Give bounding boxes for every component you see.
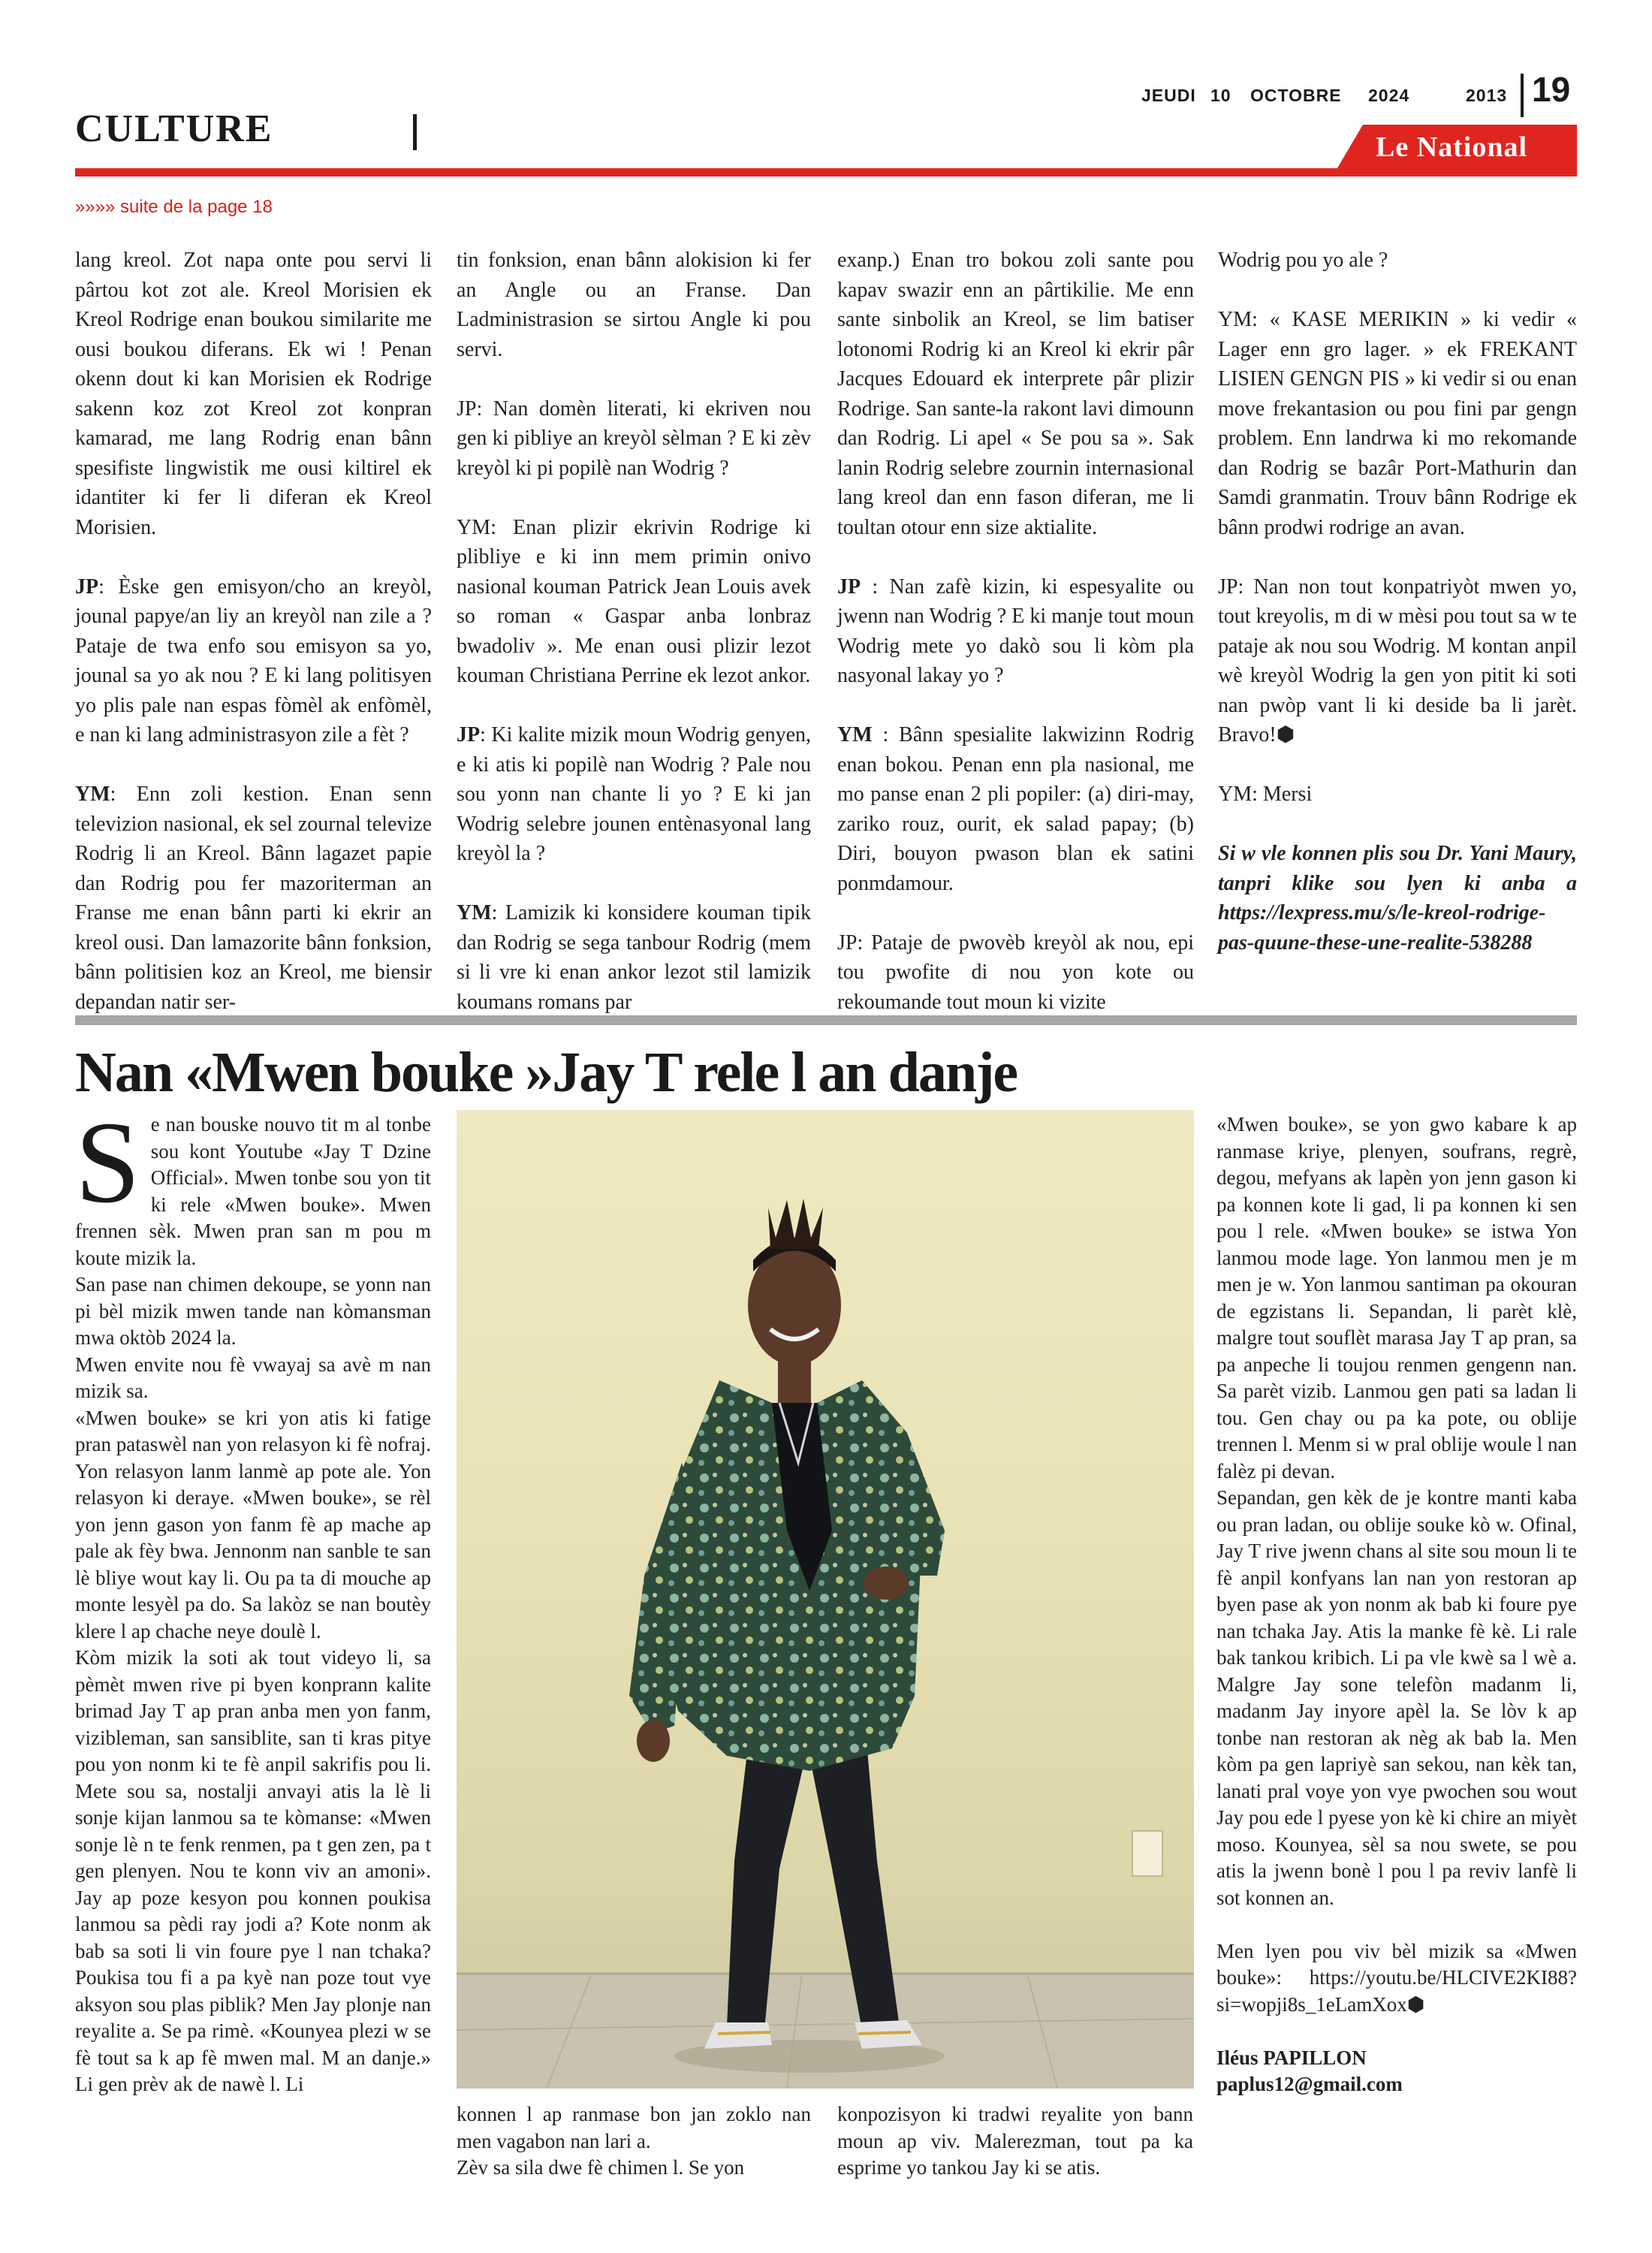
video-link[interactable]: Men lyen pou viv bèl mizik sa «Mwen bouke»: https://youtu.be/HLCIVE2KI88?si=wopji8s_1eLamXox⬢: [1216, 1939, 1577, 2016]
paragraph: lang kreol. Zot napa onte pou servi li pârtou kot zot ale. Kreol Morisien ek Kreol Rodrige enan boukou similarite me ousi boukou diferans. Ek wi ! Penan okenn dout ki kan Morisien ek Rodrige sakenn koz zot Kreol zot konpran kamarad, me lang Rodrig enan bânn spesifiste lingwistik me ousi kiltirel ek idantiter ki fer li diferan ek Kreol Morisien.: [75, 249, 432, 539]
qa-paragraph: [1218, 572, 1577, 750]
issue-number: 2013: [1466, 86, 1508, 105]
article-column-left: [75, 1097, 431, 2098]
paragraph: Mwen envite nou fè vwayaj sa avè m nan mizik sa.: [75, 1353, 431, 1402]
qa-paragraph: [457, 898, 811, 1017]
article-column-middle-2: [837, 2101, 1193, 2182]
paragraph: San pase nan chimen dekoupe, se yonn nan pi bèl mizik mwen tande nan kòmansman mwa oktòb 2024 la.: [75, 1273, 431, 1349]
paragraph: Sepandan, gen kèk de je kontre manti kaba ou pran ladan, ou oblije souke kò w. Ofinal, Jay T rive jwenn chans al site sou moun li te fè anpil konfyans lan nan yon restoran ap byen pase ak yon nonm ak bab ki foure pye nan tchaka Jay. Atis la manke fè kè. Li rale bak tankou kribich. Li pa vle kwè sa l wè a. Malgre Jay sone telefòn madanm li, madanm Jay inyore apèl la. Se lòv k ap tonbe nan restoran ak nèg ak bab la. Men kòm pa gen lapriyè san sekou, nan kèk tan, lanati pral voye yon vye pwochen sou wout Jay pou ede l pyese yon kè ki chire an miyèt moso. Kounyea, sèl sa nou swete, se pou atis la jwenn bonè l pou l pa reviv lanfè li sot konnen an.: [1216, 1486, 1577, 1909]
qa-text: : Nan domèn literati, ki ekriven nou gen ki pibliye an kreyòl sèlman ? E ki zèv kreyòl ki pi popilè nan Wodrig ?: [457, 397, 811, 480]
author-email[interactable]: paplus12@gmail.com: [1216, 2073, 1403, 2095]
page-number: 19: [1532, 70, 1571, 109]
speaker: YM: [837, 723, 873, 746]
speaker: JP: [837, 930, 858, 955]
qa-paragraph: [457, 720, 811, 869]
interview-column-1: [75, 246, 432, 1017]
qa-paragraph: [1218, 780, 1577, 810]
qa-text: : Enan plizir ekrivin Rodrige ki plibliye e ki inn mem primin onivo nasional kouman Patrick Jean Louis avek so roman « Gaspar anba lonbraz bwadoliv ». Me enan ousi plizir lezot kouman Christiana Perrine ek lezot ankor.: [457, 515, 811, 687]
qa-text: : Pataje de pwovèb kreyòl ak nou, epi tou pwofite di nou yon kote ou rekoumande tout moun ki vizite: [837, 930, 1194, 1014]
paragraph: tin fonksion, enan bânn alokision ki fer an Angle ou an Franse. Dan Ladministrasion se sirtou Angle ki pou servi.: [457, 249, 811, 361]
speaker: YM: [1218, 308, 1253, 331]
paragraph: exanp.) Enan tro bokou zoli sante pou kapav swazir enn an pârtikilie. Me enn sante sinbolik an Kreol, se lim batiser lotonomi Rodrig ki an Kreol ki ekrir pâr Jacques Edouard ek interprete pâr plizir Rodrige. San sante-la rakont lavi dimounn dan Rodrig. Li apel « Se pou sa ». Sak lanin Rodrig selebre zournin internasional lang kreol dan enn fason diferan, me li toultan otour enn size aktialite.: [837, 249, 1194, 539]
qa-paragraph: [75, 780, 432, 1017]
speaker: JP: [457, 723, 481, 746]
section-title: CULTURE: [75, 107, 273, 150]
qa-text: : « KASE MERIKIN » ki vedir « Lager enn gro lager. » ek FREKANT LISIEN GENGN PIS » ki vedir si ou enan move frekantasion ou pou fini par gengn problem. Enn landrwa ki mo rekomande dan Rodrig se bazâr Port-Mathurin dan Samdi granmatin. Trouv bânn Rodrige ek bânn prodwi rodrige an avan.: [1218, 308, 1577, 539]
qa-paragraph: [1218, 305, 1577, 542]
qa-paragraph: [457, 513, 811, 691]
lead-text: e nan bouske nouvo tit m al tonbe sou kont Youtube «Jay T Dzine Official». Mwen tonbe sou yon tit ki rele «Mwen bouke». Mwen frennen sèk. Mwen pran san m pou m koute mizik la.: [75, 1113, 431, 1269]
qa-text: : Lamizik ki konsidere kouman tipik dan Rodrig se sega tanbour Rodrig (mem si li vre ki enan ankor lezot stil lamizik koumans romans par: [457, 901, 811, 1014]
continued-from: »»»» suite de la page 18: [75, 197, 273, 217]
more-info-link[interactable]: Si w vle konnen plis sou Dr. Yani Maury, tanpri klike sou lyen ki anba a https://lexpress.mu/s/le-kreol-rodrige-pas-quune-these-une-realite-538288: [1218, 842, 1577, 955]
date-number: 10: [1210, 86, 1231, 105]
author-name: Iléus PAPILLON: [1216, 2046, 1367, 2069]
qa-text: : Ki kalite mizik moun Wodrig genyen, e ki atis ki popilè nan Wodrig ? Pale nou sou yonn nan chante li yo ? E ki jan Wodrig selebre jounen entènasyonal lang kreyòl la ?: [457, 723, 811, 865]
paragraph: Zèv sa sila dwe fè chimen l. Se yon: [457, 2156, 745, 2179]
paragraph: Kòm mizik la soti ak tout videyo li, sa pèmèt mwen rive pi byen konprann kalite brimad Jay T ap pran anba men yon fanm, vizibleman, san sansiblite, san ti kras pitye pou yon nonm ki te fè anpil sakrifis pou li. Mete sou sa, nostalji anvayi atis la lè li sonje kijan lanmou sa te kòmanse: «Mwen sonje lè n te fenk renmen, pa t gen zen, pa t gen plenyen. Nou te konn viv an amoni». Jay ap poze kesyon pou konnen poukisa lanmou sa pèdi ray jodi a? Kote nonm ak bab sa soti li vin foure pye l nan tchaka? Poukisa tou fi a pa kyè nan poze tout vye aksyon sou plas piblik? Men Jay plonje nan reyalite a. Se pa rimè. «Kounyea plezi w se fè tout sa k ap fè mwen mal. M an danje.» Li gen prèv ak de nawè l. Li: [75, 1646, 431, 2095]
header-rule: [75, 168, 1577, 176]
speaker: YM: [75, 783, 110, 806]
qa-text: : Enn zoli kestion. Enan senn televizion nasional, ek sel zournal televize Rodrig li an Kreol. Bânn lagazet papie dan Rodrig pou fer mazoriterman an Franse me enan bânn parti ki ekrir an kreol ousi. Dan lamazorite bânn fonksion, bânn politisien koz an Kreol, me biensir depandan natir ser-: [75, 783, 432, 1014]
artist-photo-illustration: [457, 1110, 1194, 2089]
qa-text: : Èske gen emisyon/cho an kreyòl, jounal papye/an liy an kreyòl nan zile a ? Pataje de twa enfo sou emisyon sa yo, jounal sa yo ak nou ? E ki lang politisyen yo plis pale nan espas fòmèl ak enfòmèl, e nan ki lang administrasyon zile a fèt ?: [75, 575, 432, 746]
brand-name: Le National: [1376, 131, 1528, 163]
speaker: JP: [837, 575, 861, 599]
page-number-separator: [1521, 74, 1524, 117]
qa-text: : Mersi: [1252, 783, 1313, 806]
paragraph: konnen l ap ranmase bon jan zoklo nan men vagabon nan lari a.: [457, 2103, 811, 2152]
speaker: JP: [457, 397, 477, 421]
section-separator: [413, 114, 417, 150]
qa-text: : Nan zafè kizin, ki espesyalite ou jwenn nan Wodrig ? E ki manje tout moun Wodrig mete yo dakò sou li kòm pla nasyonal lakay yo ?: [837, 575, 1194, 687]
interview-column-3: [837, 246, 1194, 1017]
section-divider: [75, 1015, 1577, 1025]
interview-column-2: [457, 246, 811, 1017]
speaker: YM: [457, 901, 492, 924]
article-column-middle-1: [457, 2101, 811, 2182]
artist-photo: [457, 1110, 1194, 2089]
qa-paragraph: [837, 928, 1194, 1018]
paragraph: Wodrig pou yo ale ?: [1218, 249, 1388, 272]
paragraph: konpozisyon ki tradwi reyalite yon bann moun ap viv. Malerezman, tout pa ka esprime yo tankou Jay ki se atis.: [837, 2103, 1193, 2179]
qa-paragraph: [837, 572, 1194, 691]
date-month: OCTOBRE: [1250, 86, 1342, 105]
qa-paragraph: [457, 394, 811, 484]
qa-text: : Nan non tout konpatriyòt mwen yo, tout kreyolis, m di w mèsi pou tout sa w te pataje ak nou sou Wodrig. M kontan anpil wè kreyòl Wodrig la gen yon pitit ki soti nan pwòp vant li ki deside ba li jarèt. Bravo!⬢: [1218, 575, 1577, 746]
qa-paragraph: [837, 720, 1194, 898]
qa-text: : Bânn spesialite lakwizinn Rodrig enan bokou. Penan enn pla nasional, me mo panse enan 2 pli popiler: (a) diri-may, zariko rouz, ourit, ek salad papay; (b) Diri, bouyon pwason blan ek satini ponmdamour.: [837, 723, 1194, 895]
date-year: 2024: [1368, 86, 1410, 105]
speaker: JP: [75, 575, 99, 599]
drop-cap: S: [75, 1097, 140, 1227]
paragraph: «Mwen bouke», se yon gwo kabare k ap ranmase kriye, plenyen, soufrans, regrè, degou, mefyans ak lapèn yon jenn gason ki pa konnen kote li gad, li pa konnen ki sen pou l rele. «Mwen bouke» se istwa Yon lanmou mode lage. Yon lanmou men je m men je w. Yon lanmou santiman pa okouran de egzistans li. Sepandan, li parèt klè, malgre tout souflèt marasa Jay T ap pran, sa pa anpeche li toujou renmen gengenn nan. Sa parèt vizib. Lanmou gen pati sa ladan li tou. Gen chay ou pa ka pote, ou oblije trennen l. Menm si w pral oblije woule l nan falèz pi devan.: [1216, 1113, 1577, 1482]
article-column-right: [1216, 1111, 1577, 2098]
lead-paragraph: [75, 1097, 431, 1271]
speaker: YM: [1218, 783, 1253, 806]
speaker: YM: [457, 515, 491, 539]
interview-column-4: [1218, 246, 1577, 958]
paragraph: «Mwen bouke» se kri yon atis ki fatige pran pataswèl nan yon relasyon ki fè nofraj. Yon relasyon lanm lanmè ap pote ale. Yon relasyon ki deraye. «Mwen bouke», se rèl yon jenn gason yon fanm fè ap mache ap pale ak fèy bwa. Jennonm nan sanble te san lè bliye wout kay li. Ou pa ta di mouche ap monte lesyèl pa do. Sa lakòz se nan boutèy klere l ap chache neye doulè l.: [75, 1406, 431, 1642]
article-title: Nan «Mwen bouke »Jay T rele l an danje: [75, 1041, 1017, 1104]
date-day: JEUDI: [1141, 86, 1196, 105]
qa-paragraph: [75, 572, 432, 750]
speaker: JP: [1218, 575, 1238, 599]
